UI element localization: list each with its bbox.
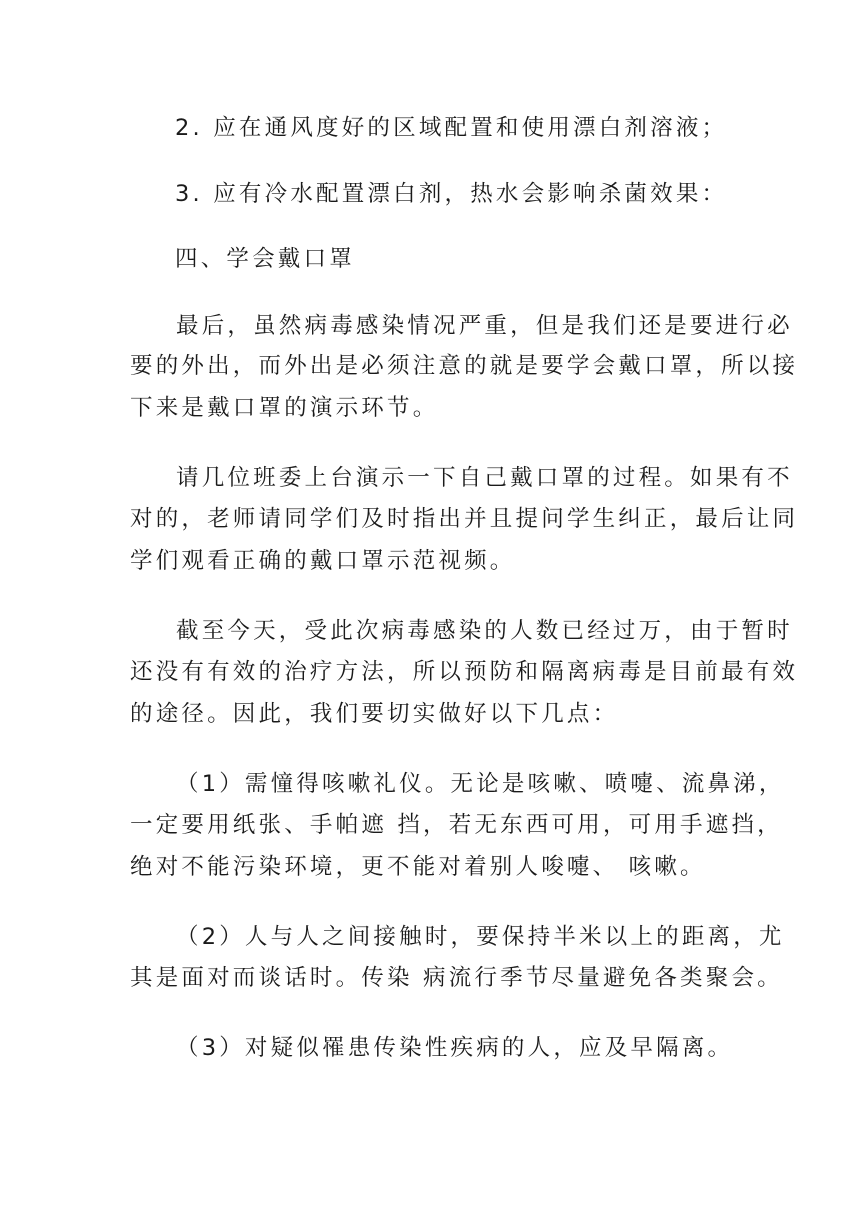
section-heading: 四、学会戴口罩 [175,246,355,272]
list-item-2: 2. 应在通风度好的区域配置和使用漂白剂溶液； [175,115,728,141]
paragraph-1-line-1: 最后，虽然病毒感染情况严重，但是我们还是要进行必 [176,313,793,339]
point-2-line-2: 其是面对而谈话时。传染 病流行季节尽量避免各类聚会。 [130,965,783,991]
paragraph-3-line-1: 截至今天，受此次病毒感染的人数已经过万，由于暂时 [176,618,793,644]
point-1-line-2: 一定要用纸张、手帕遮 挡，若无东西可用，可用手遮挡， [130,812,783,838]
point-2-line-1: （2）人与人之间接触时，要保持半米以上的距离，尤 [176,924,785,950]
point-3-line-1: （3）对疑似罹患传染性疾病的人，应及早隔离。 [176,1035,734,1061]
paragraph-1-line-2: 要的外出，而外出是必须注意的就是要学会戴口罩，所以接 [130,353,799,379]
paragraph-3-line-3: 的途径。因此，我们要切实做好以下几点： [130,701,619,727]
point-1-line-3: 绝对不能污染环境，更不能对着别人唆嚏、 咳嗽。 [130,854,706,880]
paragraph-3-line-2: 还没有有效的治疗方法，所以预防和隔离病毒是目前最有效 [130,659,799,685]
paragraph-1-line-3: 下来是戴口罩的演示环节。 [130,395,439,421]
paragraph-2-line-2: 对的，老师请同学们及时指出并且提问学生纠正，最后让同 [130,506,799,532]
paragraph-2-line-3: 学们观看正确的戴口罩示范视频。 [130,548,516,574]
point-1-line-1: （1）需憧得咳嗽礼仪。无论是咳嗽、喷嚏、流鼻涕， [176,771,785,797]
paragraph-2-line-1: 请几位班委上台演示一下自己戴口罩的过程。如果有不 [176,465,793,491]
list-item-3: 3. 应有冷水配置漂白剂，热水会影响杀菌效果： [175,181,728,207]
